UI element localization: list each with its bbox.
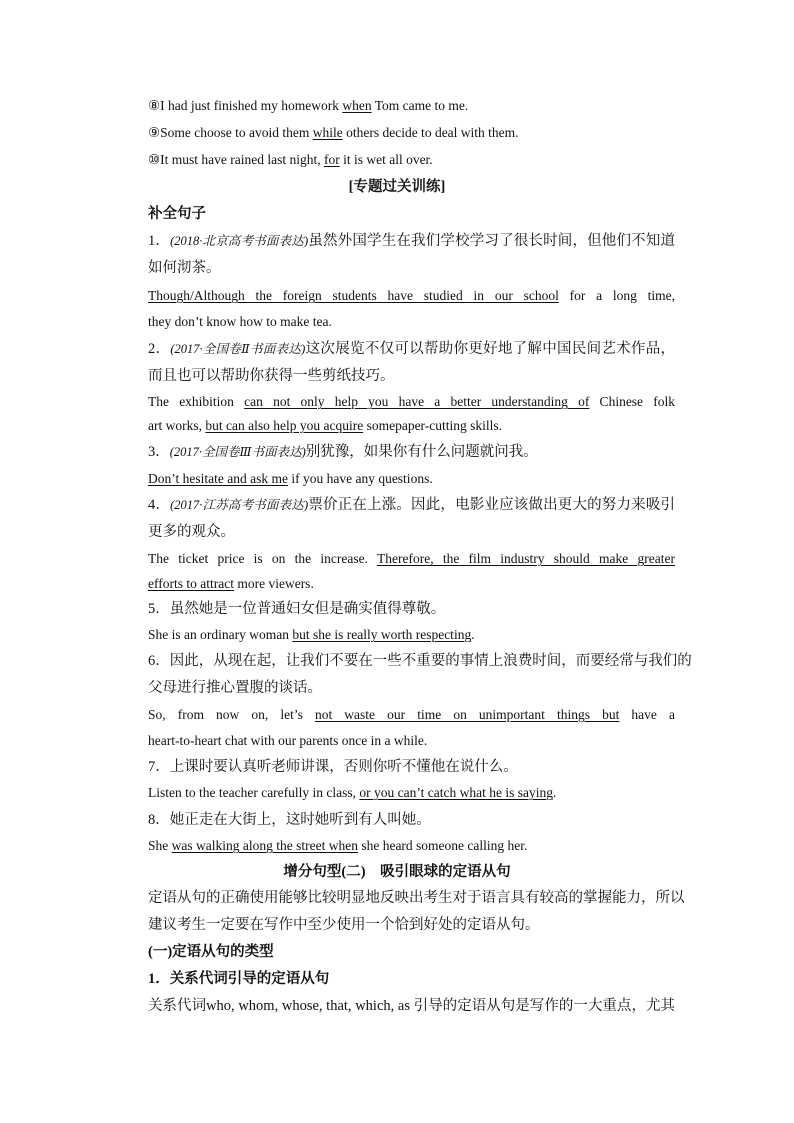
item-6-chinese-line-1: 6．因此，从现在起，让我们不要在一些不重要的事情上浪费时间，而要经常与我们的: [148, 653, 692, 669]
item-2-chinese-line-1: 2．(2017·全国卷Ⅱ书面表达)这次展览不仅可以帮助你更好地了解中国民间艺术作品，: [148, 341, 676, 357]
item-8-answer-line-1: She was walking along the street when she heard someone calling her.: [148, 838, 528, 853]
item-3-chinese-line-1: 3．(2017·全国卷Ⅲ书面表达)别犹豫，如果你有什么问题就问我。: [148, 444, 538, 460]
section-title: [专题过关训练]: [348, 179, 446, 195]
item-8-chinese-line-1: 8．她正走在大街上，这时她听到有人叫她。: [148, 812, 431, 828]
item-6-chinese-line-2: 父母进行推心置腹的谈话。: [148, 680, 322, 696]
item-2-answer-line-2: art works, but can also help you acquire somepaper-cutting skills.: [148, 418, 503, 433]
item-1-chinese-line-2: 如何沏茶。: [148, 260, 221, 276]
item-4-chinese-line-2: 更多的观众。: [148, 524, 235, 540]
item-3-answer-line-1: Don’t hesitate and ask me if you have any questions.: [148, 471, 433, 486]
item-1-answer-line-2: they don’t know how to make tea.: [148, 314, 332, 329]
item-1-answer-line-1: Though/Although the foreign students have studied in our school for a long time,: [148, 288, 675, 303]
item-2-answer-line-1: The exhibition can not only help you have a better understanding of Chinese folk: [148, 394, 675, 409]
subsection-title: 补全句子: [148, 206, 206, 222]
intro-paragraph-line-2: 建议考生一定要在写作中至少使用一个恰到好处的定语从句。: [148, 917, 540, 933]
example-line-10: ⑩It must have rained last night, for it is wet all over.: [148, 152, 433, 167]
item-5-answer-line-1: She is an ordinary woman but she is really worth respecting.: [148, 627, 475, 642]
example-line-8: ⑧I had just finished my homework when Tom came to me.: [148, 98, 469, 113]
item-5-chinese-line-1: 5．虽然她是一位普通妇女但是确实值得尊敬。: [148, 601, 446, 617]
item-4-chinese-line-1: 4．(2017·江苏高考书面表达)票价正在上涨。因此，电影业应该做出更大的努力来吸引: [148, 497, 676, 513]
item-2-chinese-line-2: 而且也可以帮助你获得一些剪纸技巧。: [148, 368, 395, 384]
section-heading-attributive-clause: 增分句型(二) 吸引眼球的定语从句: [283, 864, 511, 880]
item-1-chinese-line-1: 1．(2018·北京高考书面表达)虽然外国学生在我们学校学习了很长时间，但他们不知道: [148, 233, 676, 249]
intro-paragraph-line-1: 定语从句的正确使用能够比较明显地反映出考生对于语言具有较高的掌握能力，所以: [148, 890, 685, 906]
subheading-relative-pronoun: 1．关系代词引导的定语从句: [148, 971, 330, 987]
subheading-types: (一)定语从句的类型: [148, 944, 274, 960]
item-6-answer-line-2: heart-to-heart chat with our parents once in a while.: [148, 733, 428, 748]
item-6-answer-line-1: So, from now on, let’s not waste our time on unimportant things but have a: [148, 707, 676, 722]
item-7-chinese-line-1: 7．上课时要认真听老师讲课，否则你听不懂他在说什么。: [148, 759, 518, 775]
item-7-answer-line-1: Listen to the teacher carefully in class, or you can’t catch what he is saying.: [148, 785, 557, 800]
body-paragraph-line-1: 关系代词who, whom, whose, that, which, as 引导的定语从句是写作的一大重点，尤其: [148, 998, 675, 1014]
item-4-answer-line-2: efforts to attract more viewers.: [148, 576, 314, 591]
example-line-9: ⑨Some choose to avoid them while others decide to deal with them.: [148, 125, 519, 140]
item-4-answer-line-1: The ticket price is on the increase. Therefore, the film industry should make greater: [148, 551, 675, 566]
